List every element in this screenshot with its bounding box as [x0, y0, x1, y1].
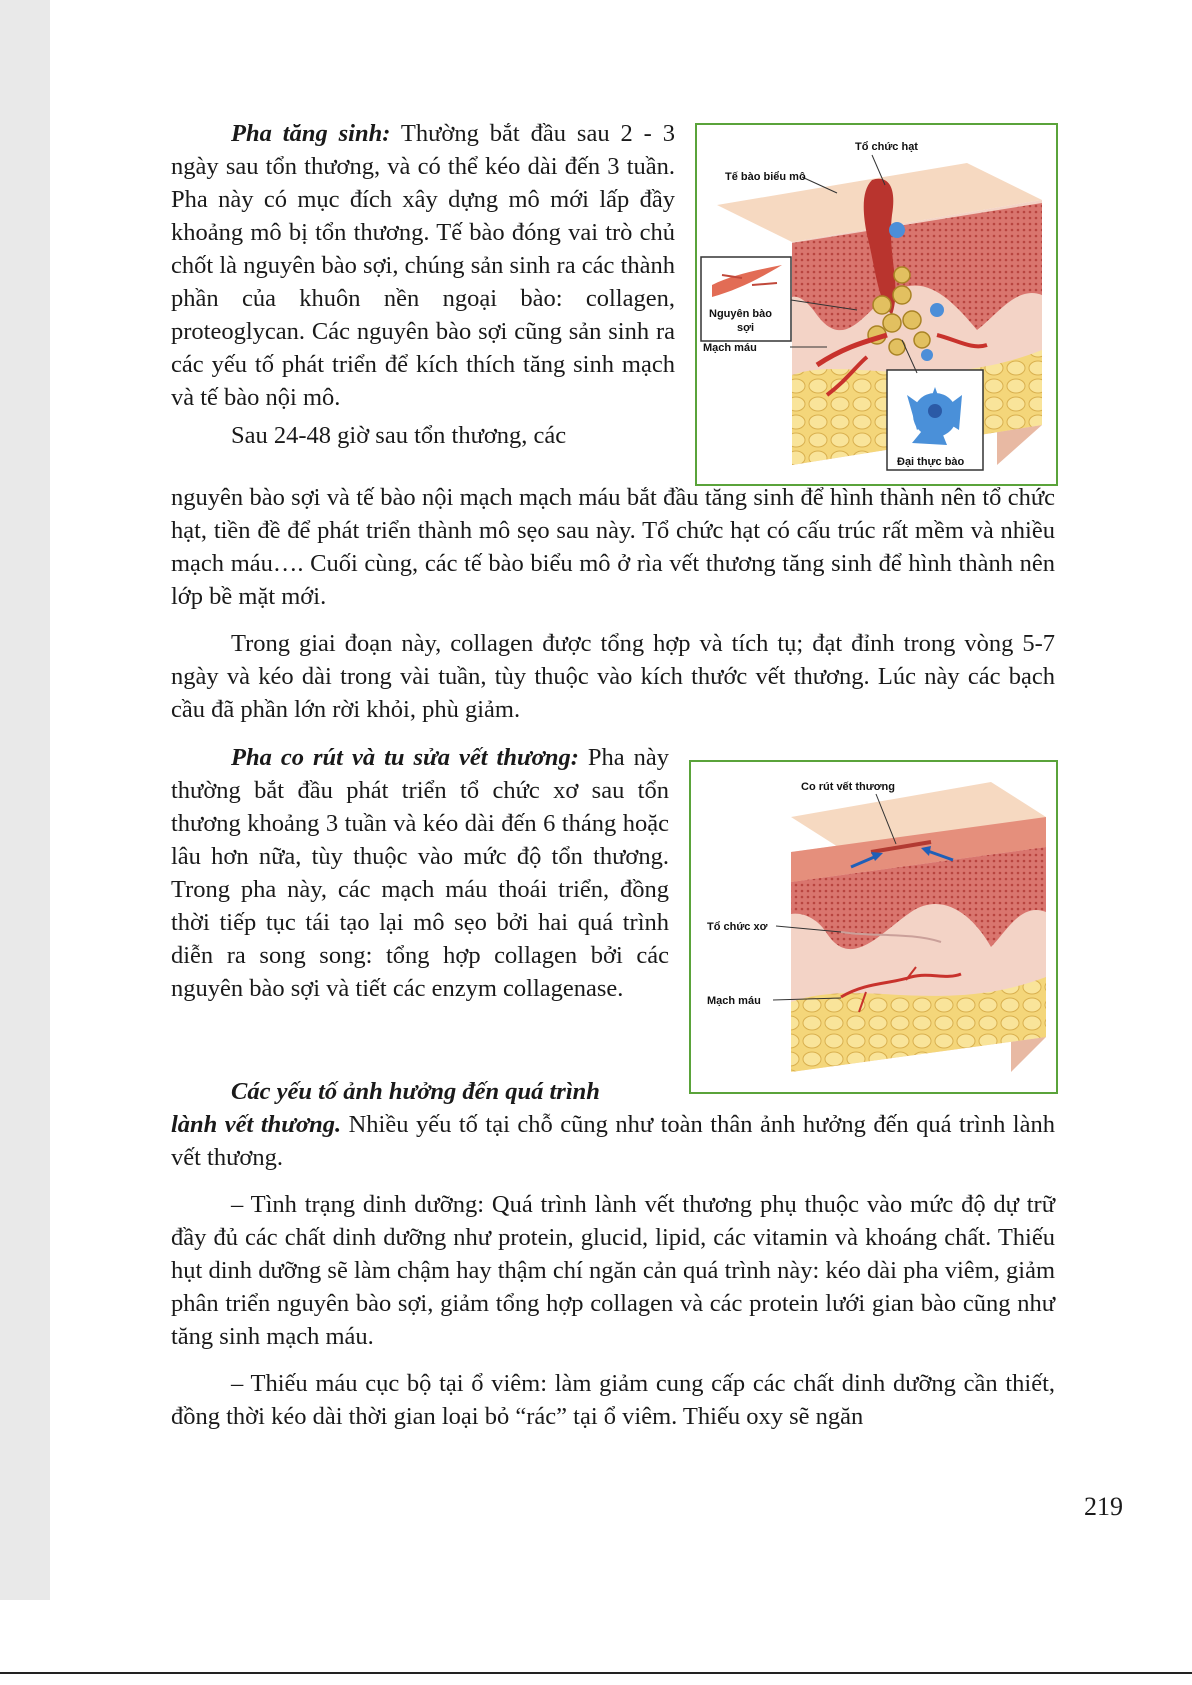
label-epithelial-cell: Tế bào biểu mô	[725, 171, 806, 183]
proliferation-figure	[695, 123, 1058, 486]
proliferation-heading: Pha tăng sinh:	[231, 120, 391, 147]
page-number: 219	[1084, 1492, 1123, 1521]
label-wound-contraction: Co rút vết thương	[801, 781, 895, 793]
label-blood-vessel: Mạch máu	[703, 342, 757, 354]
label-macrophage: Đại thực bào	[897, 456, 965, 468]
proliferation-paragraph	[171, 117, 675, 452]
label-fibroblast-line1: Nguyên bào	[709, 308, 772, 320]
scan-bottom-rule	[0, 1672, 1192, 1674]
nutrition-bullet: – Tình trạng dinh dưỡng: Quá trình lành vết thương phụ thuộc vào mức độ dự trữ đầy đủ các chất dinh dưỡng như protein, glucid, lipid, các vitamin và khoáng chất. Thiếu hụt dinh dưỡng sẽ làm chậm hay thậm chí ngăn cản quá trình này: kéo dài pha viêm, giảm phân triển nguyên bào sợi, giảm tổng hợp collagen và các protein lưới gian bào cũng như tăng sinh mạch máu.	[171, 1191, 1055, 1350]
remodeling-figure	[689, 760, 1058, 1094]
ischemia-bullet: – Thiếu máu cục bộ tại ổ viêm: làm giảm cung cấp các chất dinh dưỡng cần thiết, đồng thời kéo dài thời gian loại bỏ “rác” tại ổ viêm. Thiếu oxy sẽ ngăn	[171, 1370, 1055, 1430]
label-fibrous-tissue: Tổ chức xơ	[707, 921, 768, 933]
remodeling-illustration	[691, 762, 1056, 1092]
factors-section	[171, 1075, 1055, 1433]
factors-heading-line1: Các yếu tố ảnh hưởng đến quá trình	[231, 1078, 600, 1105]
proliferation-para2-rest: nguyên bào sợi và tế bào nội mạch mạch máu bắt đầu tăng sinh để hình thành nên tổ chức hạt, tiền đề để phát triển thành mô sẹo sau này. Tổ chức hạt có cấu trúc rất mềm và nhiều mạch máu…. Cuối cùng, các tế bào biểu mô ở rìa vết thương tăng sinh để hình thành nên lớp bề mặt mới.	[171, 484, 1055, 610]
factors-intro-text: Nhiều yếu tố tại chỗ cũng như toàn thân ảnh hưởng đến quá trình lành vết thương.	[171, 1111, 1055, 1171]
factors-heading-line2: lành vết thương.	[171, 1111, 342, 1138]
remodeling-text: Pha này thường bắt đầu phát triển tổ chức xơ sau tổn thương khoảng 3 tuần và kéo dài đến 6 tháng hoặc lâu hơn nữa, tùy thuộc vào mức độ tổn thương. Trong pha này, các mạch máu thoái triển, đồng thời tiếp tục tái tạo lại mô sẹo bởi hai quá trình diễn ra song song: tổng hợp collagen bởi các nguyên bào sợi và tiết các enzym collagenase.	[171, 744, 669, 1002]
granulation-paragraph	[171, 481, 1055, 726]
remodeling-heading: Pha co rút và tu sửa vết thương:	[231, 744, 579, 771]
book-page	[50, 0, 1192, 1600]
collagen-paragraph: Trong giai đoạn này, collagen được tổng hợp và tích tụ; đạt đỉnh trong vòng 5-7 ngày và kéo dài trong vài tuần, tùy thuộc vào kích thước vết thương. Lúc này các bạch cầu đã phần lớn rời khỏi, phù giảm.	[171, 630, 1055, 723]
label-fibroblast-line2: sợi	[737, 322, 754, 334]
label-granulation-tissue: Tổ chức hạt	[855, 141, 918, 153]
proliferation-para2-start: Sau 24-48 giờ sau tổn thương, các	[231, 422, 567, 449]
remodeling-paragraph	[171, 741, 669, 1005]
proliferation-illustration	[697, 125, 1056, 484]
proliferation-text: Thường bắt đầu sau 2 - 3 ngày sau tổn thương, và có thể kéo dài đến 3 tuần. Pha này có mục đích xây dựng mô mới lấp đầy khoảng mô bị tổn thương. Tế bào đóng vai trò chủ chốt là nguyên bào sợi, chúng sản sinh ra các thành phần của khuôn nền ngoại bào: collagen, proteoglycan. Các nguyên bào sợi cũng sản sinh ra các yếu tố phát triển để kích thích tăng sinh mạch và tế bào nội mô.	[171, 120, 675, 411]
scan-left-margin	[0, 0, 50, 1600]
label-blood-vessel-2: Mạch máu	[707, 995, 761, 1007]
